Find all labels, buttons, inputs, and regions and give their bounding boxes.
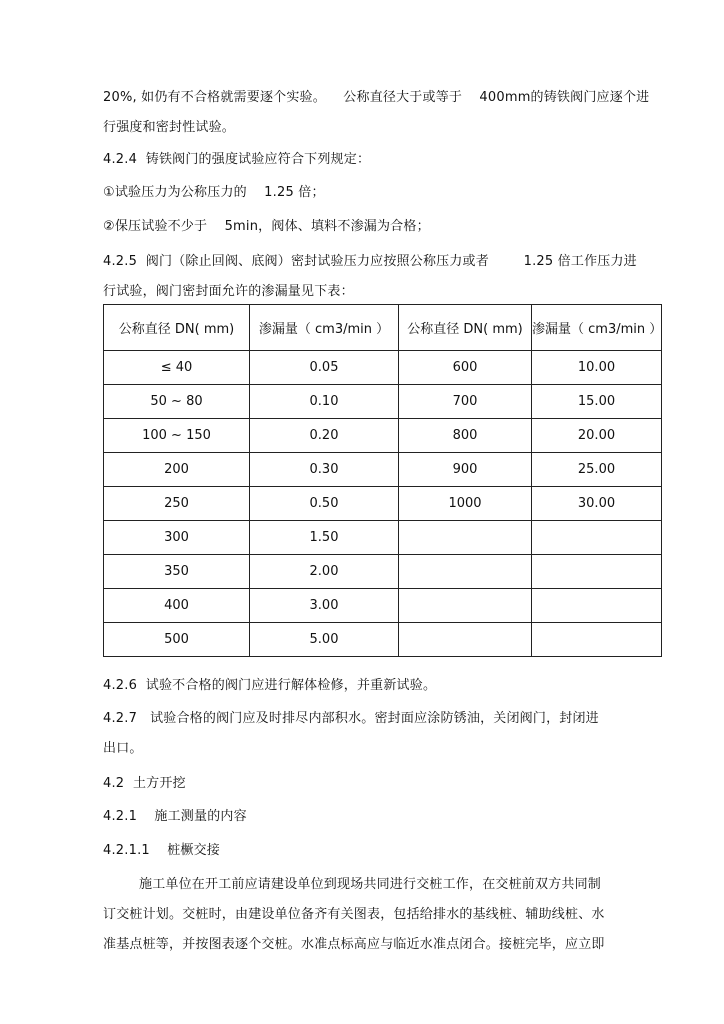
paragraph-line: 20%, 如仍有不合格就需要逐个实验。 公称直径大于或等于 400mm的铸铁阀门应逐个进 <box>103 90 650 105</box>
column-header: 公称直径 DN( mm) <box>104 305 250 351</box>
table-cell <box>399 623 532 657</box>
table-cell: 300 <box>104 521 250 555</box>
table-cell <box>532 555 662 589</box>
table-cell: 200 <box>104 453 250 487</box>
list-item: ①试验压力为公称压力的 1.25 倍； <box>103 185 325 200</box>
table-cell: 10.00 <box>532 351 662 385</box>
table-cell: 350 <box>104 555 250 589</box>
list-item: ②保压试验不少于 5min，阀体、填料不渗漏为合格； <box>103 219 430 234</box>
table-cell <box>532 589 662 623</box>
table-cell: 700 <box>399 385 532 419</box>
paragraph-line: 行强度和密封性试验。 <box>103 120 236 135</box>
table-cell: 400 <box>104 589 250 623</box>
table-cell: 50 ~ 80 <box>104 385 250 419</box>
paragraph-line: 出口。 <box>103 741 143 756</box>
paragraph-line: 订交桩计划。交桩时，由建设单位备齐有关图表，包括给排水的基线桩、辅助线桩、水 <box>103 907 605 922</box>
column-header: 公称直径 DN( mm) <box>399 305 532 351</box>
table-cell: 0.20 <box>250 419 399 453</box>
table-cell: 15.00 <box>532 385 662 419</box>
table-cell <box>532 623 662 657</box>
section-heading: 4.2.5 阀门（除止回阀、底阀）密封试验压力应按照公称压力或者 1.25 倍工作压力进 <box>103 254 637 269</box>
table-cell: 3.00 <box>250 589 399 623</box>
table-row <box>104 555 662 589</box>
table-row <box>104 487 662 521</box>
column-header: 渗漏量（ cm3/min ） <box>250 305 399 351</box>
table-cell <box>399 521 532 555</box>
section-heading: 4.2 土方开挖 <box>103 776 186 791</box>
seepage-table <box>103 304 662 657</box>
column-header: 渗漏量（ cm3/min ） <box>532 305 662 351</box>
table-header-row <box>104 305 662 351</box>
section-heading: 4.2.6 试验不合格的阀门应进行解体检修，并重新试验。 <box>103 678 437 693</box>
table-cell <box>399 589 532 623</box>
table-row <box>104 351 662 385</box>
table-cell: 25.00 <box>532 453 662 487</box>
table-row <box>104 521 662 555</box>
table-row <box>104 419 662 453</box>
table-cell: 20.00 <box>532 419 662 453</box>
section-heading: 4.2.1 施工测量的内容 <box>103 809 247 824</box>
section-heading: 4.2.1.1 桩橛交接 <box>103 843 221 858</box>
table-cell: 1000 <box>399 487 532 521</box>
table-row <box>104 385 662 419</box>
table-cell: 250 <box>104 487 250 521</box>
table-cell: 100 ~ 150 <box>104 419 250 453</box>
table-cell: 5.00 <box>250 623 399 657</box>
table-row <box>104 453 662 487</box>
table-cell: 0.50 <box>250 487 399 521</box>
table-cell: 30.00 <box>532 487 662 521</box>
paragraph-line: 准基点桩等，并按图表逐个交桩。水准点标高应与临近水准点闭合。接桩完毕，应立即 <box>103 937 605 952</box>
table-cell: 0.10 <box>250 385 399 419</box>
table-cell: 900 <box>399 453 532 487</box>
table-cell: 500 <box>104 623 250 657</box>
table-cell: 800 <box>399 419 532 453</box>
paragraph-line: 行试验，阀门密封面允许的渗漏量见下表： <box>103 284 354 299</box>
table-cell: 1.50 <box>250 521 399 555</box>
table-cell: 0.05 <box>250 351 399 385</box>
table-cell: 2.00 <box>250 555 399 589</box>
section-heading: 4.2.7 试验合格的阀门应及时排尽内部积水。密封面应涂防锈油，关闭阀门，封闭进 <box>103 711 599 726</box>
table-cell: 0.30 <box>250 453 399 487</box>
table-cell: ≤ 40 <box>104 351 250 385</box>
table-row <box>104 623 662 657</box>
section-heading: 4.2.4 铸铁阀门的强度试验应符合下列规定： <box>103 152 371 167</box>
table-cell: 600 <box>399 351 532 385</box>
paragraph-line: 施工单位在开工前应请建设单位到现场共同进行交桩工作，在交桩前双方共同制 <box>139 877 602 892</box>
table-cell <box>399 555 532 589</box>
table-cell <box>532 521 662 555</box>
table-row <box>104 589 662 623</box>
